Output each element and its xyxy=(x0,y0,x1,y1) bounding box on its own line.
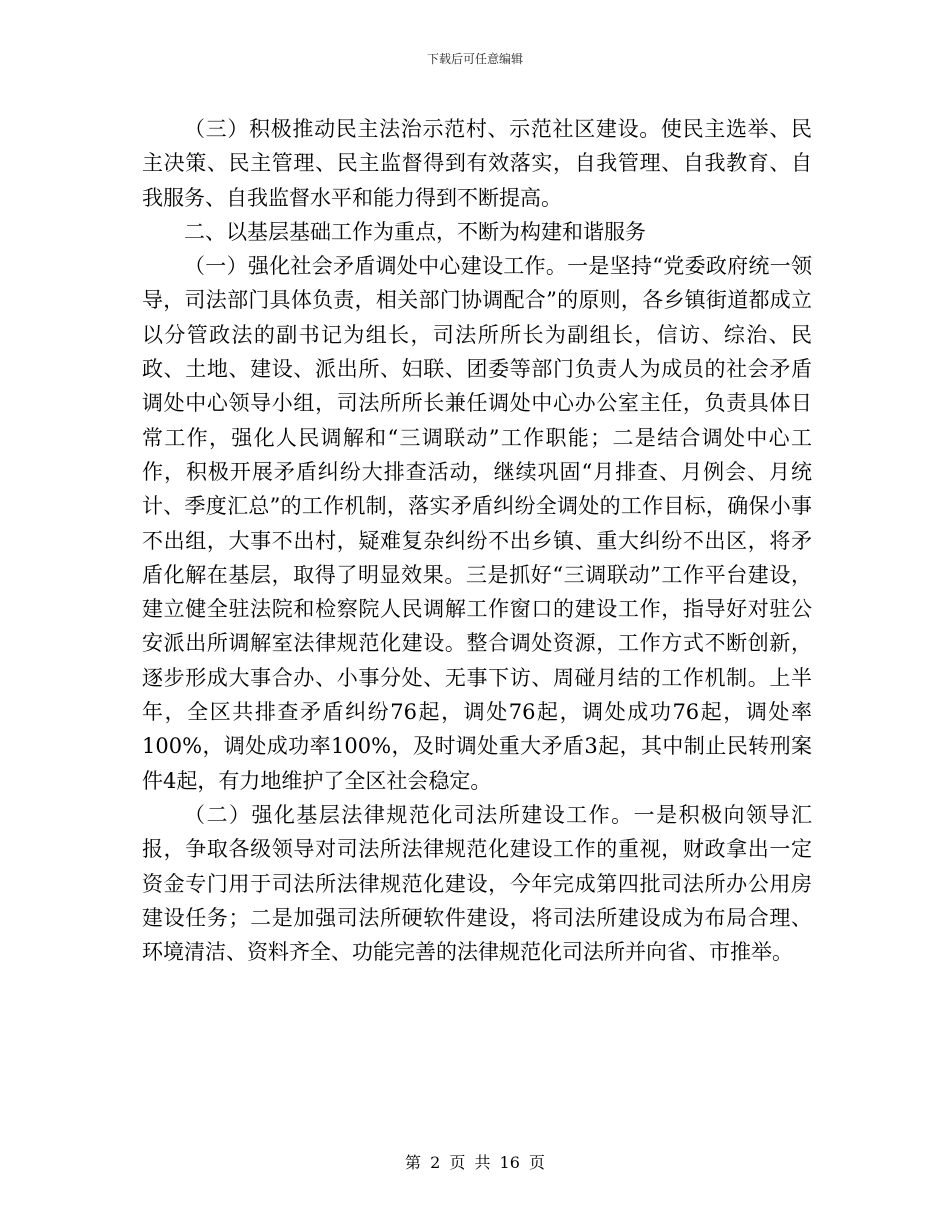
paragraph-subsection-1: （一）强化社会矛盾调处中心建设工作。一是坚持“党委政府统一领导，司法部门具体负责，相关部门协调配合”的原则，各乡镇街道都成立以分管政法的副书记为组长，司法所所长为副组长，信访、综治、民政、土地、建设、派出所、妇联、团委等部门负责人为成员的社会矛盾调处中心领导小组，司法所所长兼任调处中心办公室主任，负责具体日常工作，强化人民调解和“三调联动”工作职能；二是结合调处中心工作，积极开展矛盾纠纷大排查活动，继续巩固“月排查、月例会、月统计、季度汇总”的工作机制，落实矛盾纠纷全调处的工作目标，确保小事不出组，大事不出村，疑难复杂纠纷不出乡镇、重大纠纷不出区，将矛盾化解在基层，取得了明显效果。三是抓好“三调联动”工作平台建设，建立健全驻法院和检察院人民调解工作窗口的建设工作，指导好对驻公安派出所调解室法律规范化建设。整合调处资源，工作方式不断创新，逐步形成大事合办、小事分处、无事下访、周碰月结的工作机制。上半年，全区共排查矛盾纠纷76起，调处76起，调处成功76起，调处率100%，调处成功率100%，及时调处重大矛盾3起，其中制止民转刑案件4起，有力地维护了全区社会稳定。 xyxy=(142,254,812,793)
page-number-footer: 第 2 页 共 16 页 xyxy=(405,1153,545,1172)
document-body xyxy=(142,112,812,969)
paragraph-subsection-2: （二）强化基层法律规范化司法所建设工作。一是积极向领导汇报，争取各级领导对司法所法律规范化建设工作的重视，财政拿出一定资金专门用于司法所法律规范化建设，今年完成第四批司法所办公用房建设任务；二是加强司法所硬软件建设，将司法所建设成为布局合理、环境清洁、资料齐全、功能完善的法律规范化司法所并向省、市推举。 xyxy=(142,802,812,965)
paragraph-section-3: （三）积极推动民主法治示范村、示范社区建设。使民主选举、民主决策、民主管理、民主监督得到有效落实，自我管理、自我教育、自我服务、自我监督水平和能力得到不断提高。 xyxy=(142,117,812,210)
section-heading-2: 二、以基层基础工作为重点，不断为构建和谐服务 xyxy=(184,219,646,244)
page-header-note: 下载后可任意编辑 xyxy=(426,52,523,66)
